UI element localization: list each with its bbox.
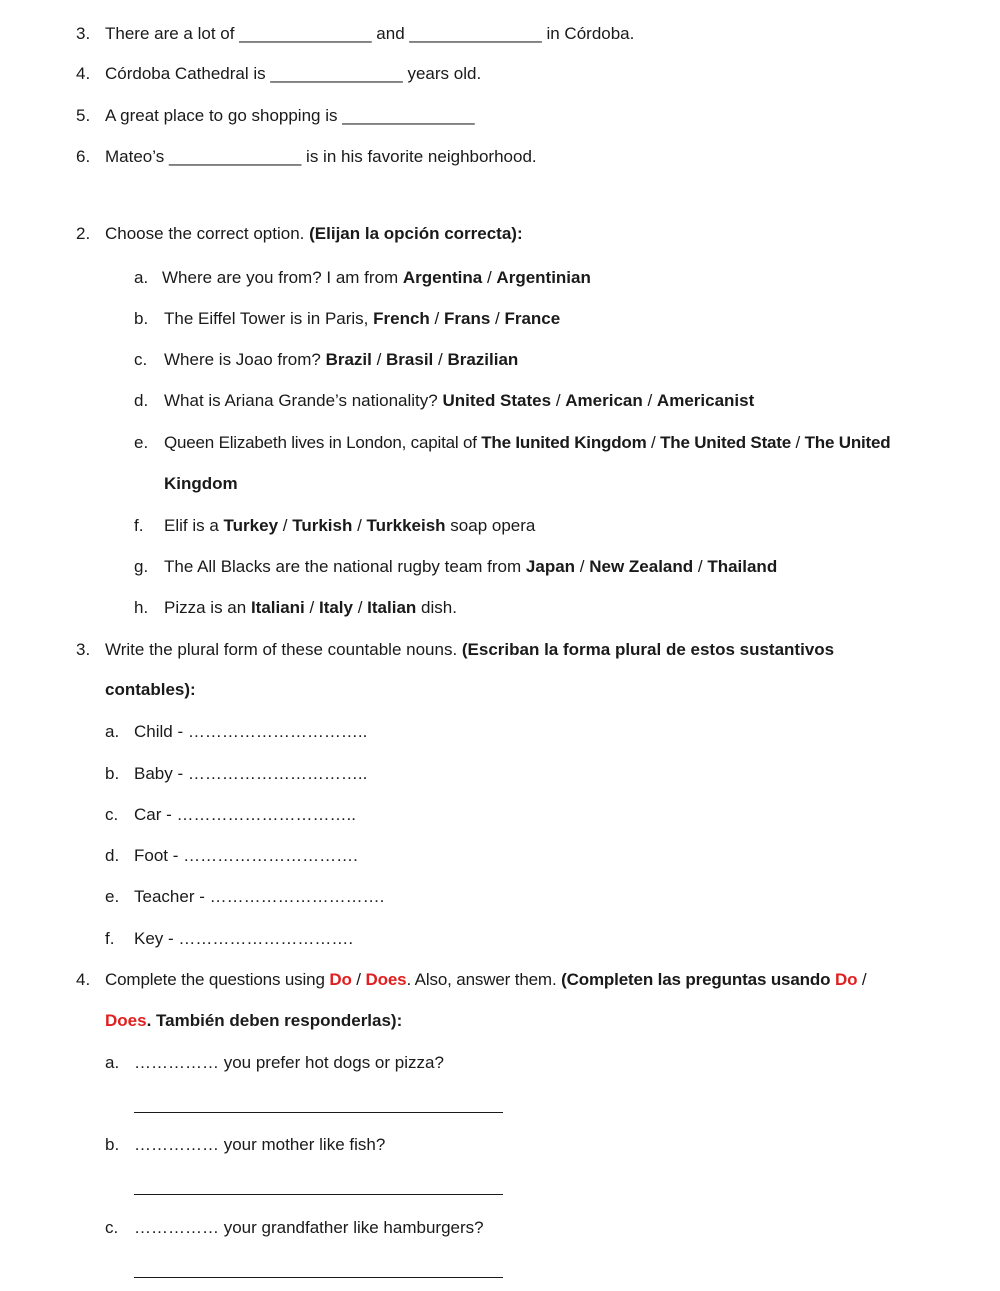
item-letter: f. bbox=[134, 516, 144, 535]
keyword-do: Do bbox=[329, 970, 352, 989]
option[interactable]: Turkey bbox=[223, 516, 279, 535]
plural-prompt[interactable]: Baby - ………………………….. bbox=[134, 764, 368, 783]
keyword-does: Does bbox=[105, 1011, 147, 1030]
question-prompt[interactable]: …………… your mother like fish? bbox=[134, 1135, 386, 1154]
option[interactable]: Turkish bbox=[292, 516, 353, 535]
instruction-text: Write the plural form of these countable nouns. bbox=[105, 640, 462, 659]
option[interactable]: New Zealand bbox=[589, 557, 694, 576]
item-text: Pizza is an bbox=[164, 598, 251, 617]
option[interactable]: Americanist bbox=[656, 391, 755, 410]
option[interactable]: Brazilian bbox=[447, 350, 519, 369]
instruction-text: Choose the correct option. bbox=[105, 224, 310, 243]
item-letter: e. bbox=[105, 887, 120, 906]
option-separator: / bbox=[646, 433, 661, 452]
option-separator: / bbox=[352, 516, 367, 535]
option[interactable]: Argentinian bbox=[496, 268, 591, 287]
answer-blank[interactable]: ______________ bbox=[239, 24, 372, 43]
item-letter: g. bbox=[134, 557, 149, 576]
instruction-spanish: (Elijan la opción correcta): bbox=[309, 224, 523, 243]
item-letter: b. bbox=[105, 1135, 120, 1154]
item-number: 3. bbox=[76, 24, 91, 43]
option[interactable]: Frans bbox=[443, 309, 491, 328]
question-prompt[interactable]: …………… your grandfather like hamburgers? bbox=[134, 1218, 484, 1237]
item-text: Where is Joao from? bbox=[164, 350, 326, 369]
answer-line[interactable] bbox=[134, 1277, 503, 1278]
instruction-spanish: (Escriban la forma plural de estos sustantivos bbox=[461, 640, 835, 659]
option[interactable]: Brasil bbox=[386, 350, 434, 369]
option-separator: / bbox=[575, 557, 590, 576]
item-letter: h. bbox=[134, 598, 149, 617]
option[interactable]: Japan bbox=[525, 557, 576, 576]
plural-prompt[interactable]: Foot - …………………………. bbox=[134, 846, 358, 865]
item-letter: d. bbox=[105, 846, 120, 865]
section-number: 3. bbox=[76, 640, 91, 659]
item-letter: b. bbox=[105, 764, 120, 783]
keyword-does: Does bbox=[365, 970, 407, 989]
option[interactable]: The United State bbox=[660, 433, 792, 452]
item-text: The Eiffel Tower is in Paris, bbox=[164, 309, 374, 328]
option[interactable]: Turkkeish bbox=[366, 516, 446, 535]
instruction-spanish: (Completen las preguntas usando bbox=[561, 970, 835, 989]
item-letter: f. bbox=[105, 929, 115, 948]
item-text: and bbox=[371, 24, 410, 43]
option[interactable]: Thailand bbox=[707, 557, 778, 576]
option-separator: / bbox=[642, 391, 657, 410]
option[interactable]: Brazil bbox=[325, 350, 372, 369]
keyword-separator: / bbox=[857, 970, 867, 989]
option-separator: / bbox=[791, 433, 805, 452]
item-text: There are a lot of bbox=[105, 24, 240, 43]
plural-prompt[interactable]: Key - …………………………. bbox=[134, 929, 354, 948]
item-text: Córdoba Cathedral is bbox=[105, 64, 271, 83]
option[interactable]: Italy bbox=[318, 598, 353, 617]
option-separator: / bbox=[490, 309, 505, 328]
item-text: What is Ariana Grande’s nationality? bbox=[164, 391, 443, 410]
instruction-spanish-continued: contables): bbox=[105, 680, 196, 699]
option-separator: / bbox=[353, 598, 368, 617]
option-separator: / bbox=[482, 268, 497, 287]
item-text: in Córdoba. bbox=[541, 24, 635, 43]
answer-blank[interactable]: ______________ bbox=[168, 147, 302, 166]
answer-blank[interactable]: ______________ bbox=[270, 64, 403, 83]
item-text: Mateo’s bbox=[105, 147, 169, 166]
instruction-text: . Also, answer them. bbox=[406, 970, 562, 989]
item-text: A great place to go shopping is bbox=[105, 106, 343, 125]
item-suffix: dish. bbox=[416, 598, 457, 617]
item-text: Queen Elizabeth lives in London, capital of bbox=[164, 433, 482, 452]
option[interactable]: United States bbox=[442, 391, 552, 410]
option[interactable]: Italian bbox=[367, 598, 417, 617]
item-letter: c. bbox=[105, 805, 119, 824]
section-number: 4. bbox=[76, 970, 91, 989]
keyword-do: Do bbox=[834, 970, 858, 989]
item-letter: d. bbox=[134, 391, 149, 410]
item-letter: b. bbox=[134, 309, 149, 328]
option[interactable]: The Iunited Kingdom bbox=[481, 433, 647, 452]
option[interactable]: American bbox=[565, 391, 643, 410]
instruction-text: Complete the questions using bbox=[105, 970, 330, 989]
keyword-separator: / bbox=[351, 970, 366, 989]
option-separator: / bbox=[433, 350, 448, 369]
option[interactable]: French bbox=[373, 309, 430, 328]
answer-line[interactable] bbox=[134, 1194, 503, 1195]
option-separator: / bbox=[304, 598, 319, 617]
item-text: The All Blacks are the national rugby team from bbox=[164, 557, 526, 576]
plural-prompt[interactable]: Child - ………………………….. bbox=[134, 722, 368, 741]
plural-prompt[interactable]: Car - ………………………….. bbox=[134, 805, 356, 824]
item-number: 5. bbox=[76, 106, 91, 125]
item-letter: e. bbox=[134, 433, 149, 452]
answer-blank[interactable]: ______________ bbox=[409, 24, 542, 43]
question-prompt[interactable]: …………… you prefer hot dogs or pizza? bbox=[134, 1053, 444, 1072]
item-letter: a. bbox=[134, 268, 149, 287]
item-letter: a. bbox=[105, 1053, 120, 1072]
answer-line[interactable] bbox=[134, 1112, 503, 1113]
item-letter: c. bbox=[134, 350, 148, 369]
item-text: years old. bbox=[402, 64, 482, 83]
option-separator: / bbox=[693, 557, 708, 576]
item-number: 4. bbox=[76, 64, 91, 83]
instruction-spanish-continued: . También deben responderlas): bbox=[146, 1011, 403, 1030]
option-separator: / bbox=[278, 516, 293, 535]
item-text: Elif is a bbox=[164, 516, 224, 535]
item-text: Where are you from? I am from bbox=[162, 268, 403, 287]
option-separator: / bbox=[371, 350, 387, 369]
option-separator: / bbox=[429, 309, 444, 328]
option-separator: / bbox=[551, 391, 566, 410]
item-text: is in his favorite neighborhood. bbox=[301, 147, 537, 166]
section-number: 2. bbox=[76, 224, 91, 243]
item-number: 6. bbox=[76, 147, 91, 166]
option[interactable]: France bbox=[504, 309, 561, 328]
option[interactable]: Italiani bbox=[250, 598, 305, 617]
option-continuation[interactable]: Kingdom bbox=[164, 474, 238, 493]
option[interactable]: Argentina bbox=[402, 268, 483, 287]
option[interactable]: The United bbox=[804, 433, 891, 452]
plural-prompt[interactable]: Teacher - …………………………. bbox=[134, 887, 385, 906]
item-letter: a. bbox=[105, 722, 120, 741]
item-letter: c. bbox=[105, 1218, 119, 1237]
item-suffix: soap opera bbox=[445, 516, 536, 535]
answer-blank[interactable]: ______________ bbox=[342, 106, 475, 125]
